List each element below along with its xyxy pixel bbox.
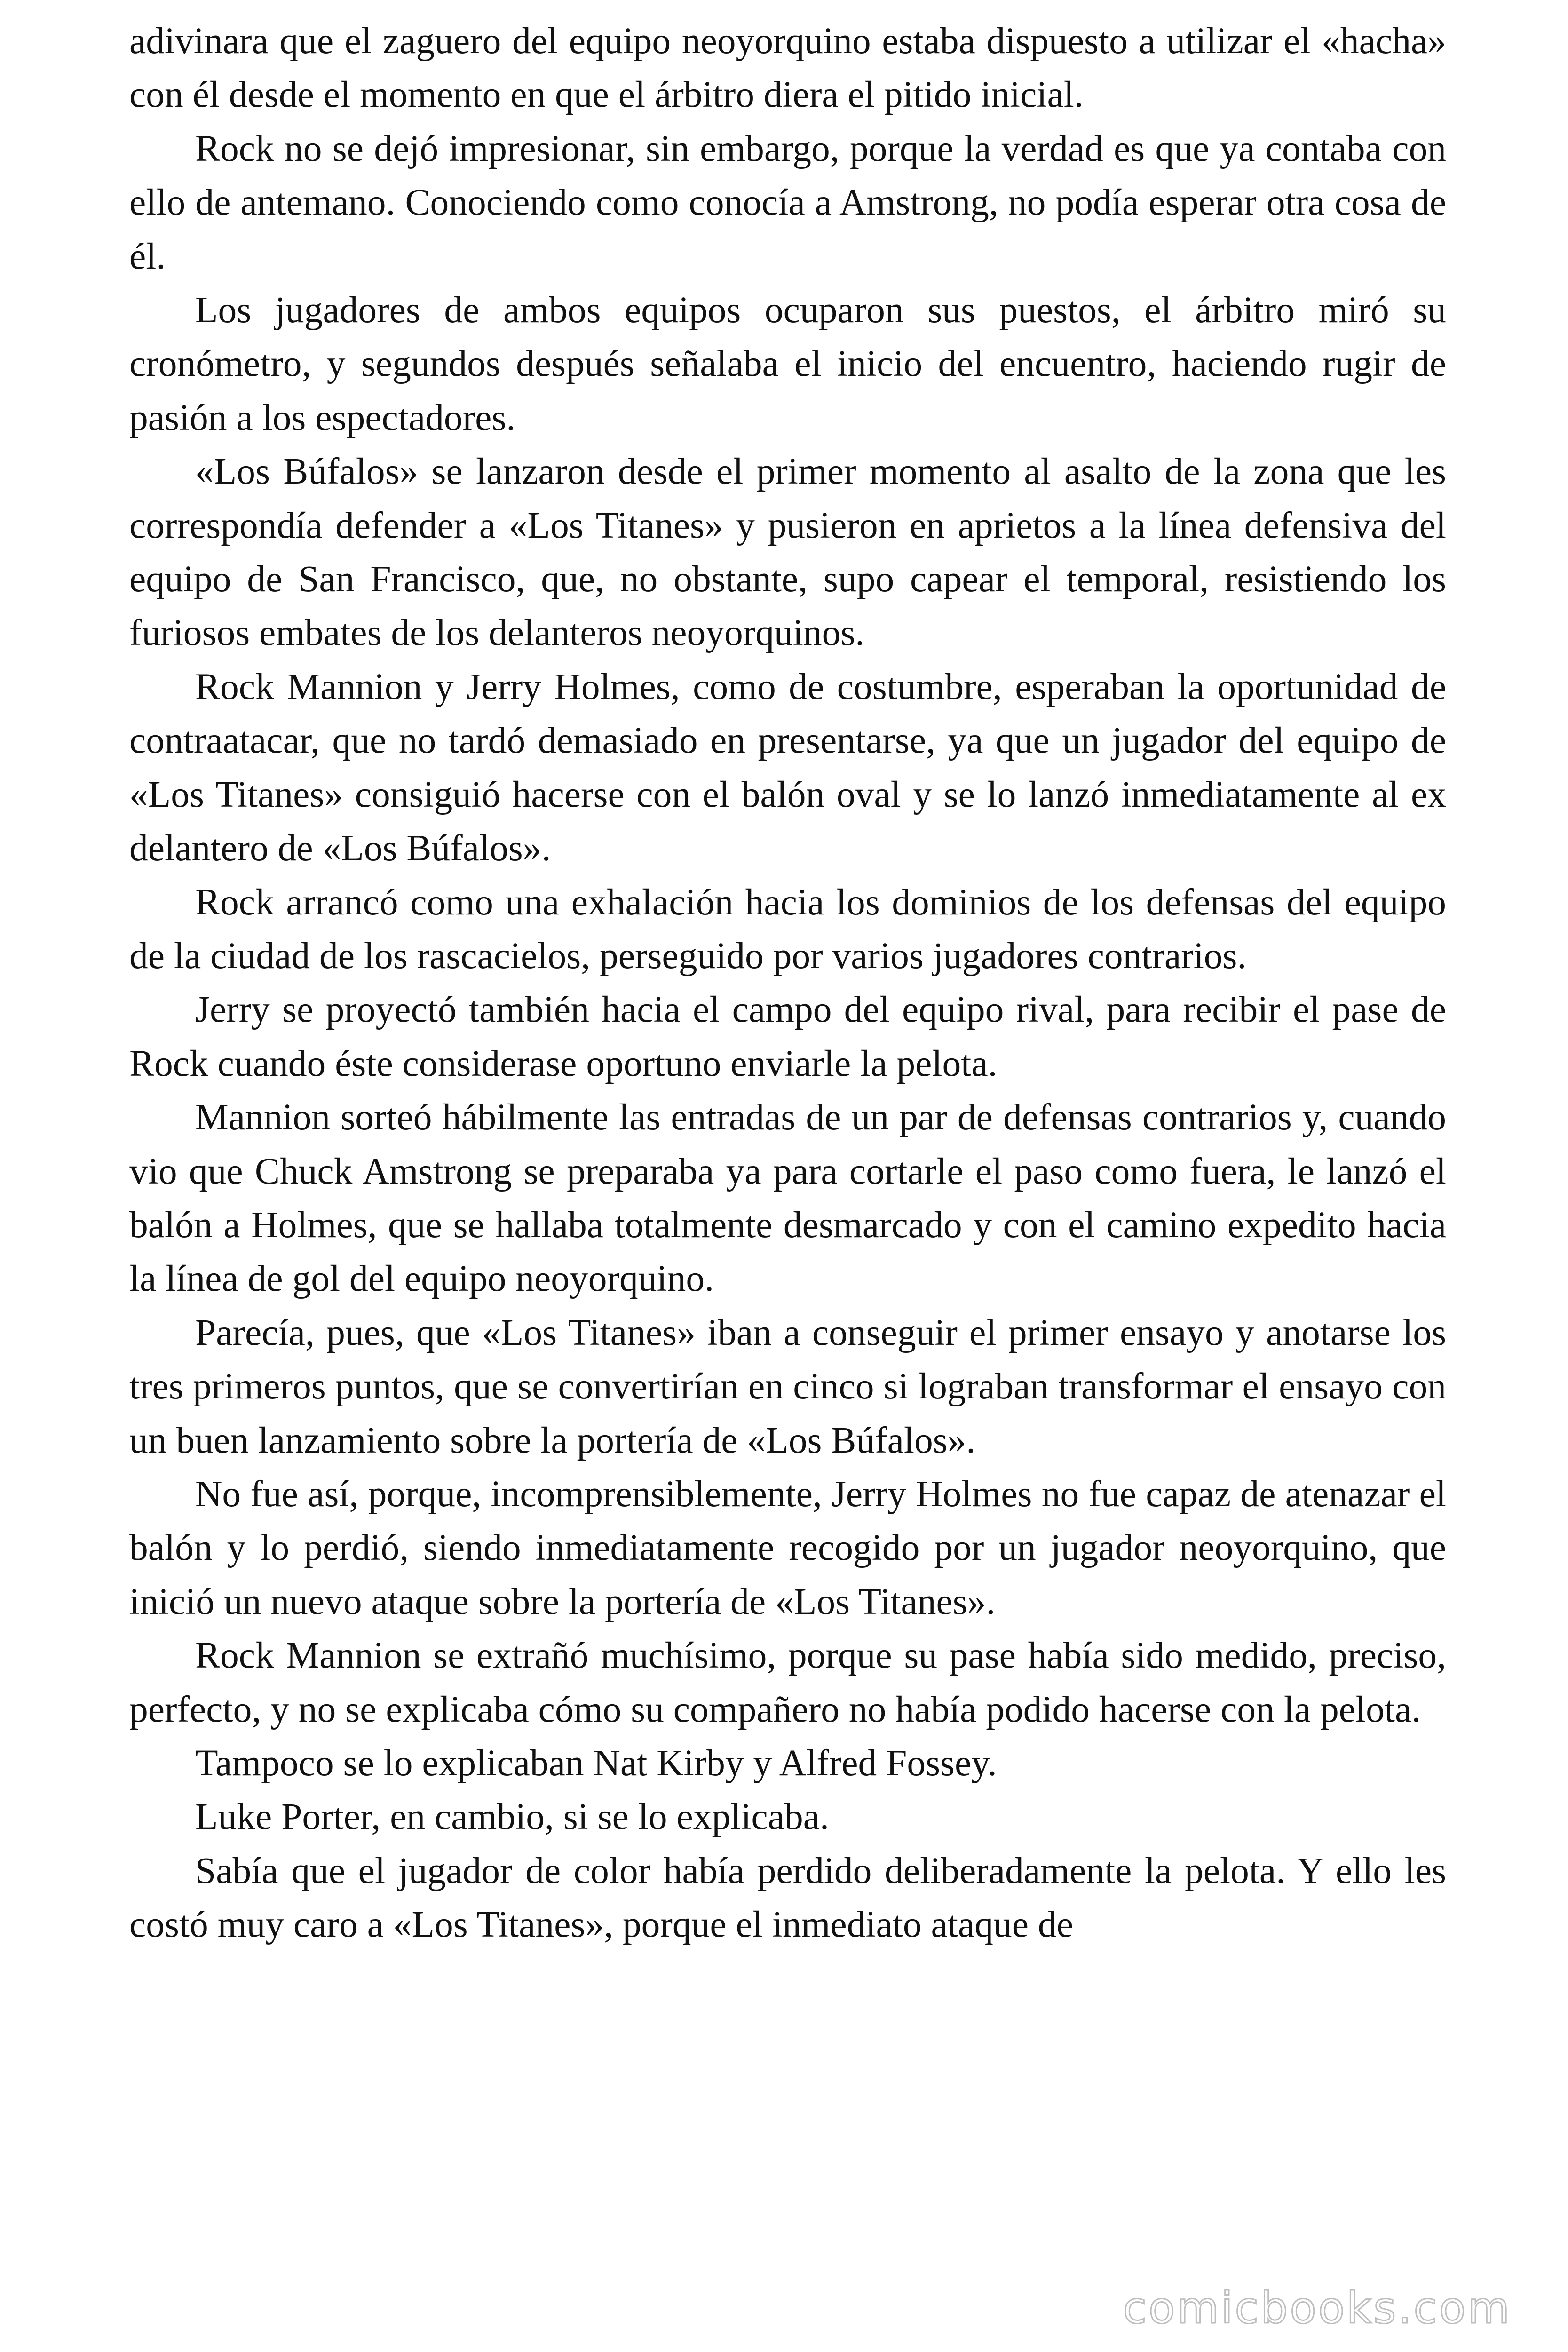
paragraph: Parecía, pues, que «Los Titanes» iban a conseguir el primer ensayo y anotarse los tres primeros puntos, que se convertirían en cinco si lograban transformar el ensayo con un buen lanzamiento sobre la portería de «Los Búfalos».	[129, 1311, 1446, 1461]
paragraph: Tampoco se lo explicaban Nat Kirby y Alfred Fossey.	[195, 1742, 997, 1784]
paragraph: Mannion sorteó hábilmente las entradas de un par de defensas contrarios y, cuando vio que Chuck Amstrong se preparaba ya para cortarle el paso como fuera, le lanzó el balón a Holmes, que se hallaba totalmente desmarcado y con el camino expedito hacia la línea de gol del equipo neoyorquino.	[129, 1097, 1446, 1300]
paragraph: Sabía que el jugador de color había perdido deliberadamente la pelota. Y ello les costó muy caro a «Los Titanes», porque el inmediato ataque de	[129, 1850, 1446, 1946]
paragraph: Rock no se dejó impresionar, sin embargo, porque la verdad es que ya contaba con ello de antemano. Conociendo como conocía a Amstrong, no podía esperar otra cosa de él.	[129, 127, 1446, 277]
paragraph: «Los Búfalos» se lanzaron desde el primer momento al asalto de la zona que les correspondía defender a «Los Titanes» y pusieron en aprietos a la línea defensiva del equipo de San Francisco, que, no obstante, supo capear el temporal, resistiendo los furiosos embates de los delanteros neoyorquinos.	[129, 451, 1446, 654]
book-page	[129, 14, 1446, 2319]
paragraph: Rock arrancó como una exhalación hacia los dominios de los defensas del equipo de la ciudad de los rascacielos, perseguido por varios jugadores contrarios.	[129, 881, 1446, 977]
paragraph: Rock Mannion y Jerry Holmes, como de costumbre, esperaban la oportunidad de contraatacar, que no tardó demasiado en presentarse, ya que un jugador del equipo de «Los Titanes» consiguió hacerse con el balón oval y se lo lanzó inmediatamente al ex delantero de «Los Búfalos».	[129, 666, 1446, 869]
paragraph: Los jugadores de ambos equipos ocuparon sus puestos, el árbitro miró su cronómetro, y segundos después señalaba el inicio del encuentro, haciendo rugir de pasión a los espectadores.	[129, 289, 1446, 438]
paragraph: Rock Mannion se extrañó muchísimo, porque su pase había sido medido, preciso, perfecto, y no se explicaba cómo su compañero no había podido hacerse con la pelota.	[129, 1635, 1446, 1730]
paragraph: No fue así, porque, incomprensiblemente, Jerry Holmes no fue capaz de atenazar el balón y lo perdió, siendo inmediatamente recogido por un jugador neoyorquino, que inició un nuevo ataque sobre la portería de «Los Titanes».	[129, 1473, 1446, 1622]
paragraph: Jerry se proyectó también hacia el campo del equipo rival, para recibir el pase de Rock cuando éste considerase oportuno enviarle la pelota.	[129, 989, 1446, 1084]
paragraph-continuation: adivinara que el zaguero del equipo neoyorquino estaba dispuesto a utilizar el «hacha» con él desde el momento en que el árbitro diera el pitido inicial.	[129, 20, 1446, 116]
watermark-text: comicbooks.com	[1123, 2283, 1512, 2333]
paragraph: Luke Porter, en cambio, si se lo explicaba.	[195, 1796, 829, 1838]
